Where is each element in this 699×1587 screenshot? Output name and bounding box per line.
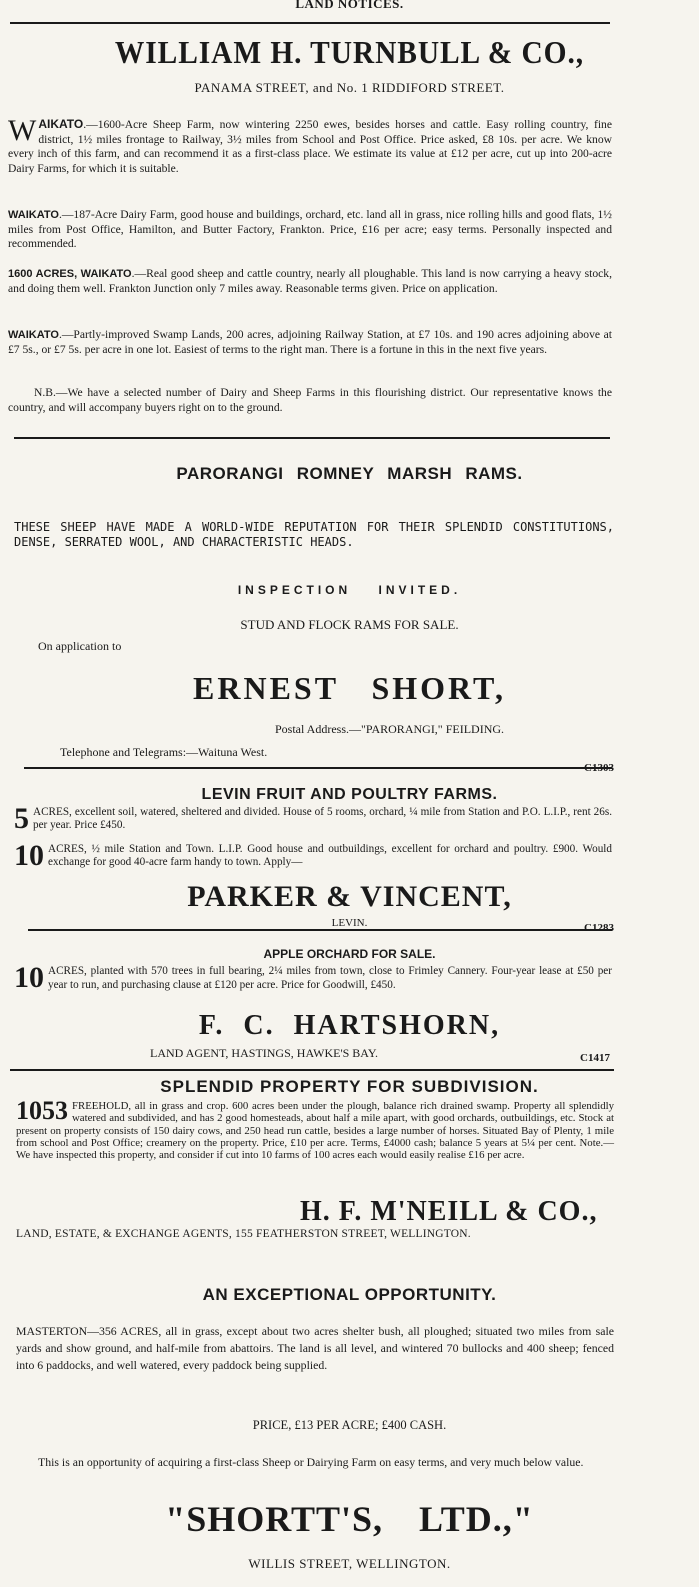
drop-cap: W <box>8 114 37 147</box>
section-rule-3 <box>28 929 612 931</box>
turnbull-note: N.B.—We have a selected number of Dairy and Sheep Farms in this flourishing district. Our representative knows the country, and will accompany buyers right on to the ground. <box>8 386 612 414</box>
section-rule-2 <box>24 767 612 769</box>
apple-code: C1417 <box>580 1052 610 1064</box>
section-rule-4 <box>10 1069 614 1071</box>
splendid-address: LAND, ESTATE, & EXCHANGE AGENTS, 155 FEATHERSTON STREET, WELLINGTON. <box>16 1228 471 1240</box>
apple-name: F. C. HARTSHORN, <box>198 1010 501 1041</box>
exceptional-body <box>16 1323 614 1374</box>
parorangi-postal: Postal Address.—"PARORANGI," FEILDING. <box>275 722 505 736</box>
levin-item-1-number: 5 <box>14 802 29 835</box>
listing-lead: WAIKATO <box>8 209 59 221</box>
listing-text: .—187-Acre Dairy Farm, good house and buildings, orchard, etc. land all in grass, nice rolling hills and good flats, 1½ miles from Post Office, Hamilton, and Butter Factory, Frankton. Price, £16 per acre; easy terms. Personally inspected and recommended. <box>8 208 612 251</box>
parorangi-body-text: THESE SHEEP HAVE MADE A WORLD-WIDE REPUTATION FOR THEIR SPLENDID CONSTITUTIONS, DENSE, SERRATED WOOL, AND CHARACTERISTIC HEADS. <box>14 520 614 549</box>
apple-text: ACRES, planted with 570 trees in full bearing, 2¼ miles from town, close to Frimley Cannery. Four-year lease at £50 per year to run, and purchasing clause at £120 per acre. Price for Goodwill, £450. <box>48 965 612 991</box>
turnbull-address: PANAMA STREET, and No. 1 RIDDIFORD STREET. <box>194 80 505 95</box>
levin-item-1-text: ACRES, excellent soil, watered, sheltered and divided. House of 5 rooms, orchard, ¼ mile from Station and P.O. L.I.P., rent 26s. per year. Price £450. <box>33 806 612 831</box>
parorangi-code: C1303 <box>584 762 614 774</box>
listing-text: .—Partly-improved Swamp Lands, 200 acres, adjoining Railway Station, at £7 10s. and 190 acres adjoining above at £7 5s., or £7 5s. per acre in one lot. Easiest of terms to the right man. There is a fortune in this in the next five years. <box>8 328 612 356</box>
listing-lead: 1600 ACRES, WAIKATO <box>8 268 132 280</box>
levin-item-1 <box>14 802 612 835</box>
section-header: LAND NOTICES. <box>295 0 404 11</box>
listing-lead: WAIKATO <box>8 329 59 341</box>
splendid-title: SPLENDID PROPERTY FOR SUBDIVISION. <box>160 1077 539 1096</box>
exceptional-title: AN EXCEPTIONAL OPPORTUNITY. <box>202 1285 497 1304</box>
section-rule-1 <box>14 437 610 439</box>
levin-code: C1283 <box>584 922 614 934</box>
levin-item-2-number: 10 <box>14 839 44 872</box>
parorangi-application: On application to <box>38 639 122 653</box>
listing-text: .—1600-Acre Sheep Farm, now wintering 2250 ewes, besides horses and cattle. Easy rolling country, fine district, 1½ miles frontage to Railway, 3½ miles from School and Post Office. Price asked, £8 10s. per acre. We know every inch of this farm, and can recommend it as a first-class place. We estimate its value at £12 per acre, cut up into 200-acre Dairy Farms, for which it is suitable. <box>8 118 612 175</box>
splendid-number: 1053 <box>16 1096 68 1125</box>
exceptional-body-text: MASTERTON—356 ACRES, all in grass, except about two acres shelter bush, all ploughed; situated two miles from sale yards and show ground, and half-mile from abattoirs. The land is all level, and wintered 70 bullocks and 400 sheep; fenced into 6 paddocks, and well watered, every paddock being supplied. <box>16 1324 614 1372</box>
turnbull-listing-3 <box>8 267 612 296</box>
parorangi-name: ERNEST SHORT, <box>193 670 506 706</box>
levin-name: PARKER & VINCENT, <box>187 880 512 913</box>
exceptional-name: "SHORTT'S, LTD.," <box>165 1499 534 1539</box>
turnbull-listing-2 <box>8 208 612 252</box>
apple-agent: LAND AGENT, HASTINGS, HAWKE'S BAY. <box>150 1046 378 1060</box>
turnbull-listing-1 <box>8 114 612 176</box>
levin-item-2 <box>14 839 612 872</box>
header-rule <box>10 22 610 24</box>
exceptional-price: PRICE, £13 PER ACRE; £400 CASH. <box>252 1418 447 1432</box>
levin-title: LEVIN FRUIT AND POULTRY FARMS. <box>201 786 498 803</box>
listing-lead: AIKATO <box>38 117 84 131</box>
parorangi-body <box>14 520 614 550</box>
parorangi-inspection: INSPECTION INVITED. <box>237 583 462 597</box>
parorangi-stud: STUD AND FLOCK RAMS FOR SALE. <box>240 617 459 632</box>
apple-number: 10 <box>14 961 44 994</box>
levin-location: LEVIN. <box>331 917 368 929</box>
levin-item-2-text: ACRES, ½ mile Station and Town. L.I.P. Good house and outbuildings, excellent for orchard and poultry. £900. Would exchange for good 40-acre farm handy to town. Apply— <box>48 843 612 868</box>
exceptional-note: This is an opportunity of acquiring a first-class Sheep or Dairying Farm on easy terms, and very much below value. <box>38 1455 584 1469</box>
parorangi-title: PARORANGI ROMNEY MARSH RAMS. <box>176 464 523 483</box>
splendid-name: H. F. M'NEILL & CO., <box>300 1196 598 1227</box>
turnbull-listing-4 <box>8 328 612 357</box>
turnbull-name: WILLIAM H. TURNBULL & CO., <box>114 34 585 70</box>
splendid-text: FREEHOLD, all in grass and crop. 600 acres been under the plough, balance rich drained swamp. Property all splendidly watered and subdivided, and has 2 good homesteads, about half a mile apart, with good orchards, outbuildings, etc. Stock at present on property consists of 150 dairy cows, and 250 head run cattle, besides a large number of horses. Situated Bay of Plenty, 1 mile from school and Post Office; creamery on the property. Price, £10 per acre. Terms, £4000 cash; balance 5 years at 5¼ per cent. Note.—We have inspected this property, and consider if cut into 10 farms of 100 acres each would easily realise £16 per acre. <box>16 1100 614 1162</box>
apple-body <box>14 961 612 994</box>
listing-text: .—Real good sheep and cattle country, nearly all ploughable. This land is now carrying a heavy stock, and doing them well. Frankton Junction only 7 miles away. Reasonable terms given. Price on application. <box>8 267 612 295</box>
exceptional-address: WILLIS STREET, WELLINGTON. <box>248 1556 451 1571</box>
apple-title: APPLE ORCHARD FOR SALE. <box>263 947 436 961</box>
splendid-body <box>16 1096 614 1162</box>
parorangi-telephone: Telephone and Telegrams:—Waituna West. <box>60 745 268 759</box>
